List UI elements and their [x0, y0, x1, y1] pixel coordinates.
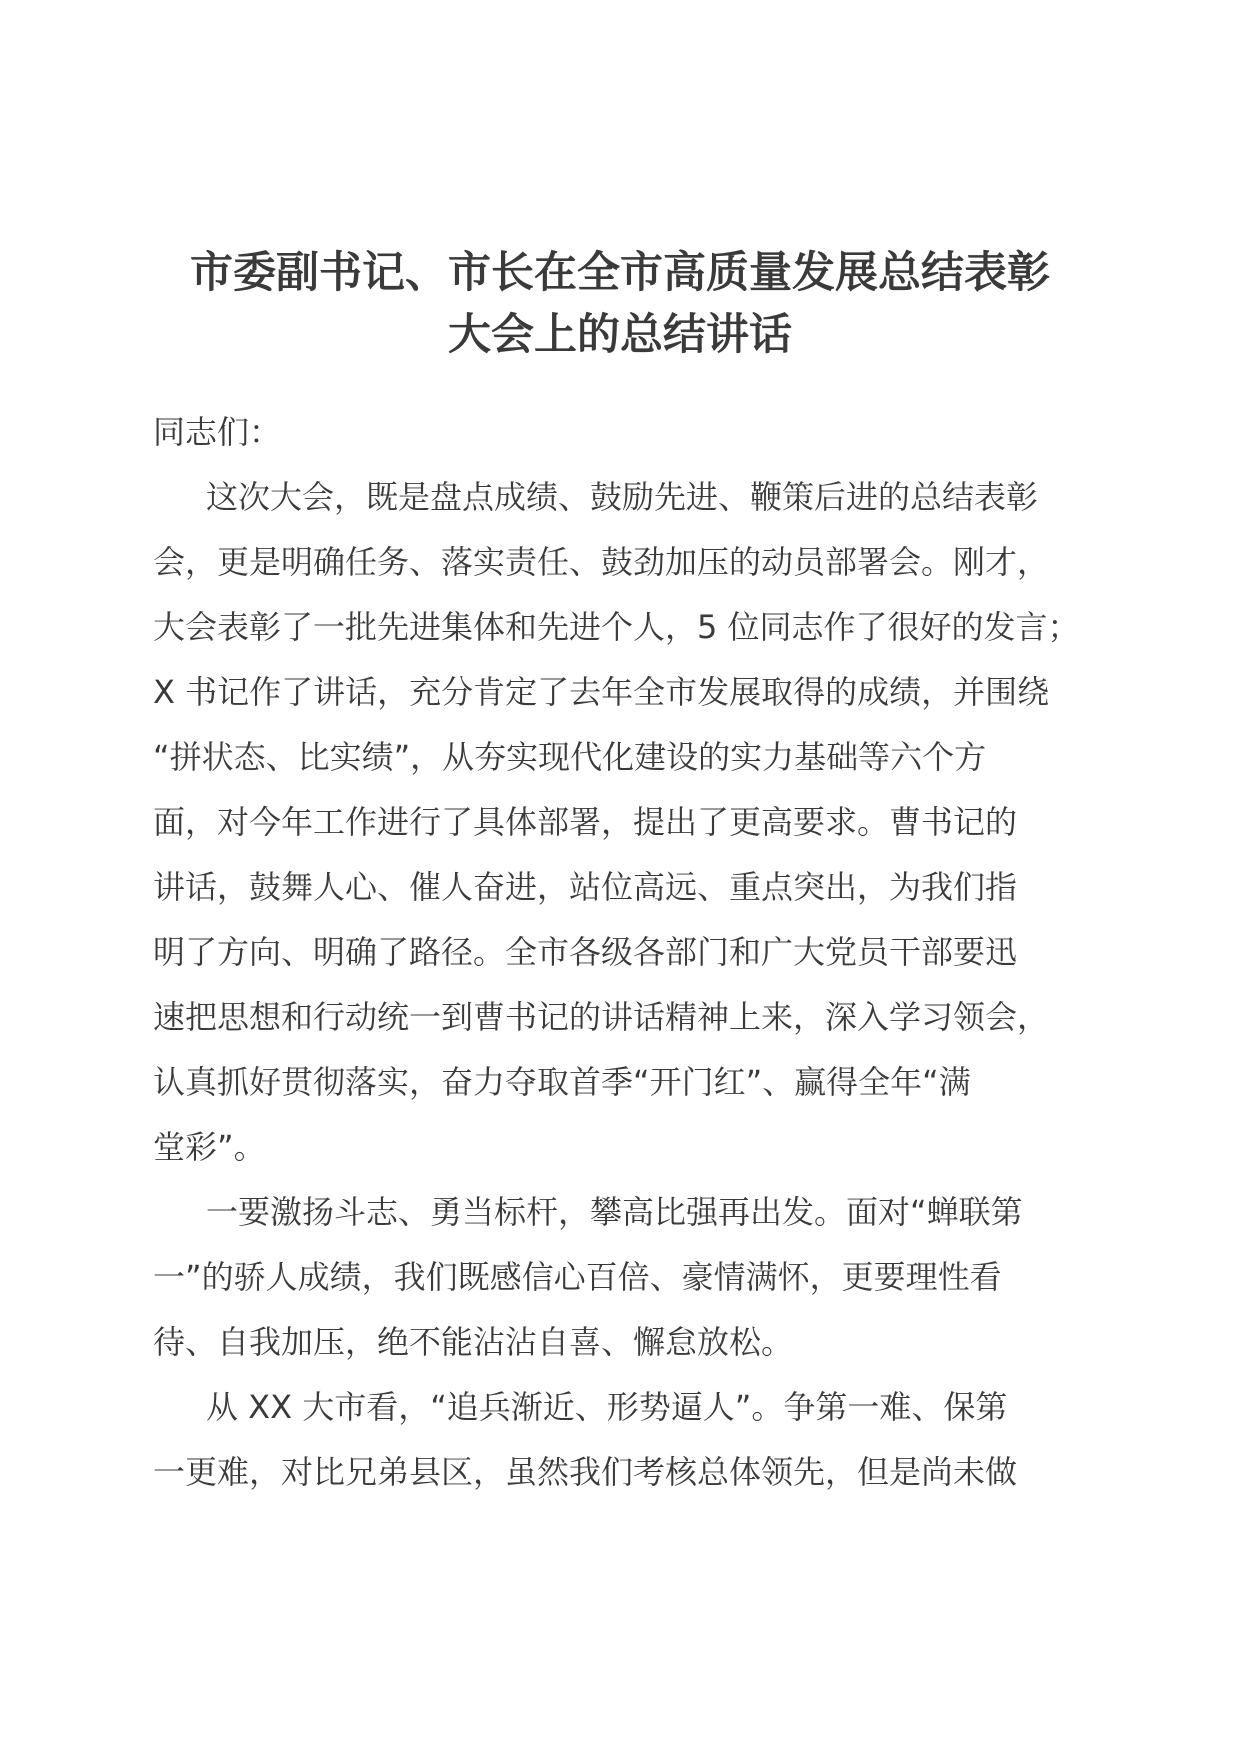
title-line: 市委副书记、市长在全市高质量发展总结表彰 — [190, 248, 1050, 298]
paragraph-line: X 书记作了讲话，充分肯定了去年全市发展取得的成绩，并围绕 — [153, 673, 1050, 711]
paragraph-line: 明了方向、明确了路径。全市各级各部门和广大党员干部要迅 — [153, 933, 1018, 971]
paragraph-2 — [153, 1180, 1103, 1375]
paragraph-line: 面，对今年工作进行了具体部署，提出了更高要求。曹书记的 — [153, 803, 1018, 841]
document-title — [150, 242, 1090, 366]
document-body — [153, 400, 1103, 1505]
paragraph-3 — [153, 1375, 1103, 1505]
title-line: 大会上的总结讲话 — [448, 310, 792, 360]
paragraph-line: 堂彩”。 — [153, 1128, 266, 1166]
paragraph-line: 从 XX 大市看，“追兵渐近、形势逼人”。争第一难、保第 — [206, 1388, 1008, 1426]
paragraph-line: 大会表彰了一批先进集体和先进个人，5 位同志作了很好的发言； — [153, 608, 1080, 646]
paragraph-line: 速把思想和行动统一到曹书记的讲话精神上来，深入学习领会， — [153, 998, 1050, 1036]
paragraph-line: 一要激扬斗志、勇当标杆，攀高比强再出发。面对“蝉联第 — [206, 1193, 1023, 1231]
paragraph-line: 讲话，鼓舞人心、催人奋进，站位高远、重点突出，为我们指 — [153, 868, 1018, 906]
paragraph-line: 一”的骄人成绩，我们既感信心百倍、豪情满怀，更要理性看 — [153, 1258, 1002, 1296]
paragraph-line: 这次大会，既是盘点成绩、鼓励先进、鞭策后进的总结表彰 — [206, 478, 1039, 516]
paragraph-1 — [153, 465, 1103, 1180]
paragraph-line: 认真抓好贯彻落实，奋力夺取首季“开门红”、赢得全年“满 — [153, 1063, 971, 1101]
salutation: 同志们： — [153, 413, 282, 451]
paragraph-line: “拼状态、比实绩”，从夯实现代化建设的实力基础等六个方 — [153, 738, 987, 776]
paragraph-line: 一更难，对比兄弟县区，虽然我们考核总体领先，但是尚未做 — [153, 1453, 1018, 1491]
paragraph-line: 待、自我加压，绝不能沾沾自喜、懈怠放松。 — [153, 1323, 794, 1361]
paragraph-line: 会，更是明确任务、落实责任、鼓劲加压的动员部署会。刚才， — [153, 543, 1050, 581]
